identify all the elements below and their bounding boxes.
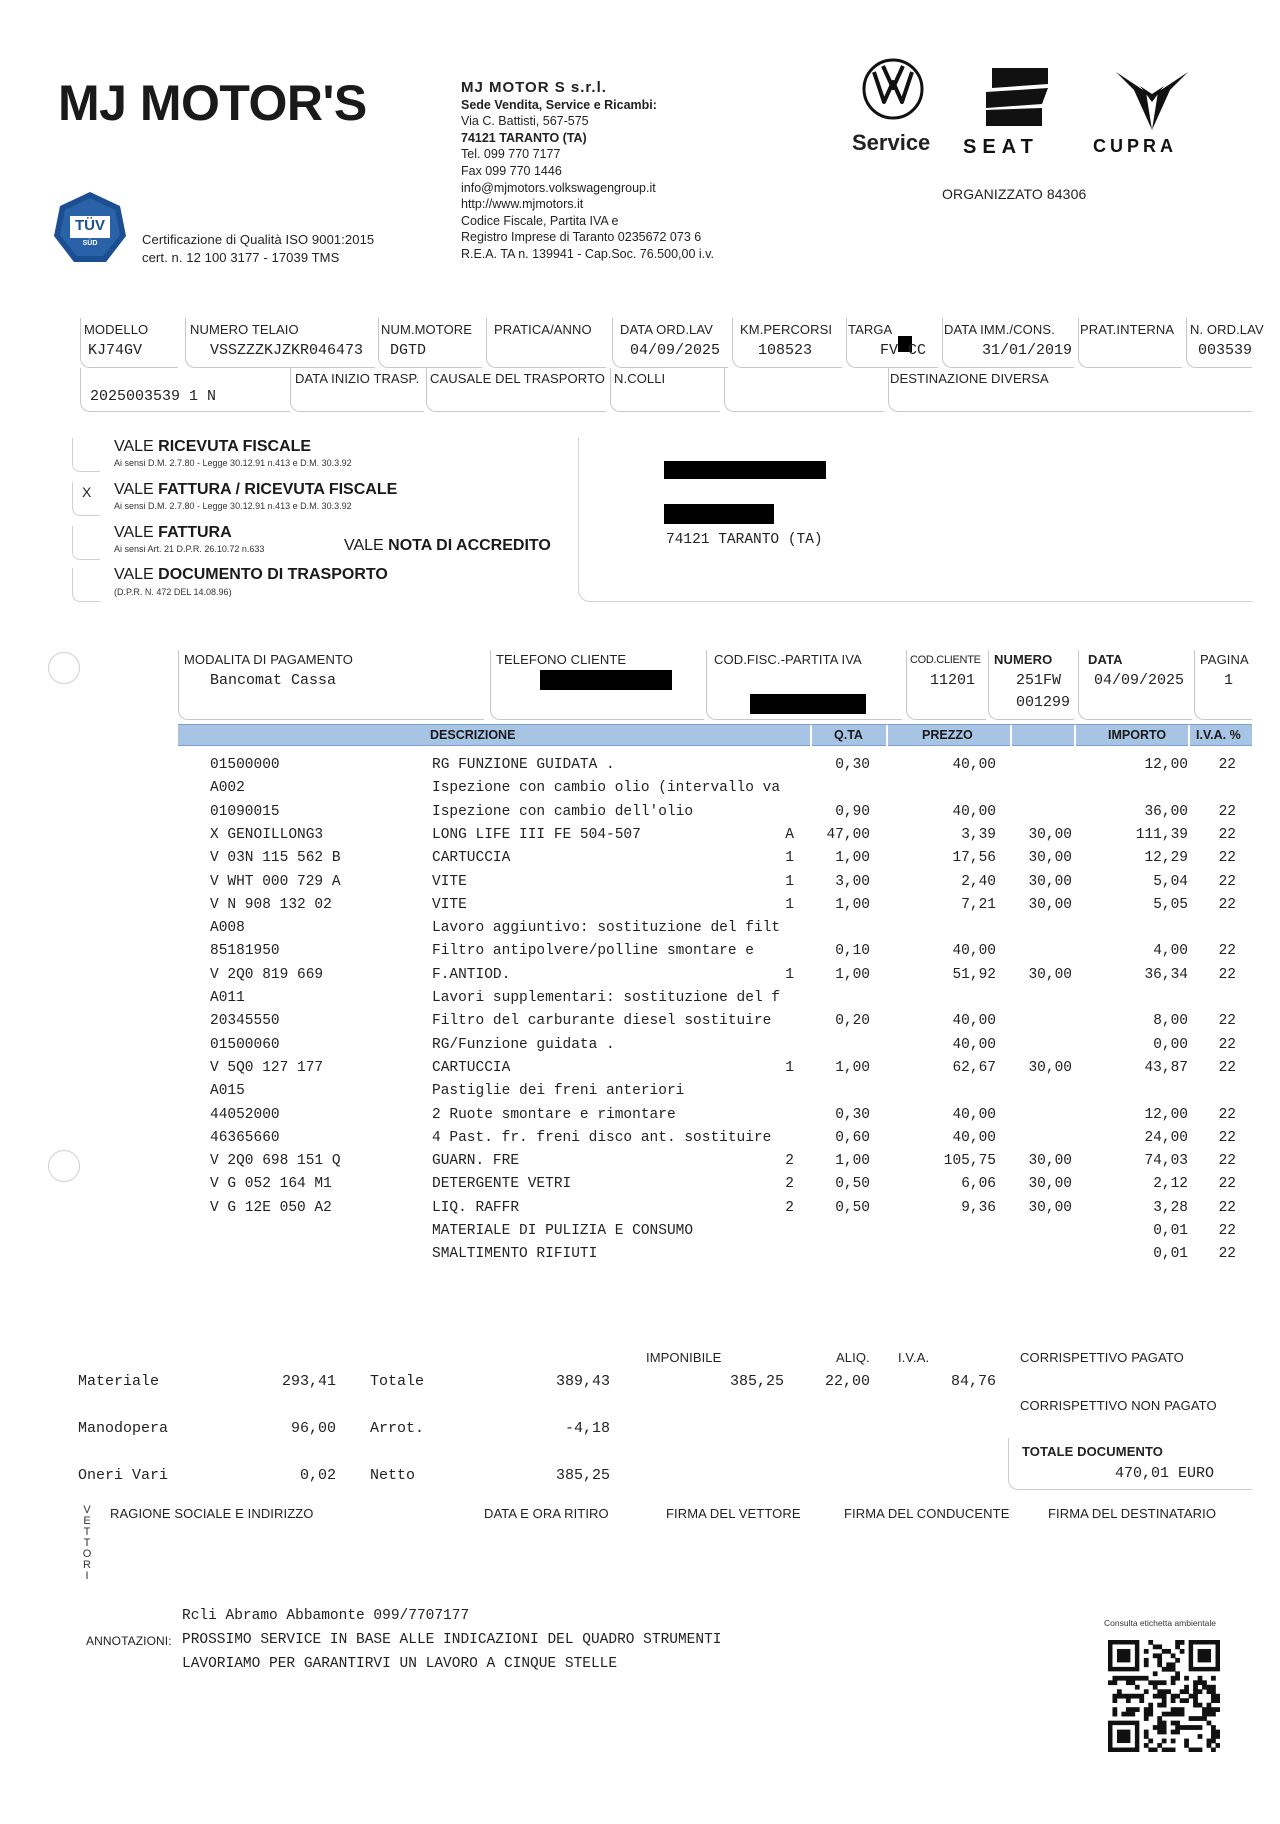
cell-flag: A: [785, 826, 794, 843]
cell-importo: 12,00: [1144, 1106, 1188, 1123]
oneri-value: 0,02: [299, 1467, 336, 1484]
motore-label: NUM.MOTORE: [381, 322, 473, 337]
cell-qta: 0,90: [835, 803, 870, 820]
cell-qta: 1,00: [835, 1153, 870, 1170]
annotazioni-line2: LAVORIAMO PER GARANTIRVI UN LAVORO A CINQUE STELLE: [182, 1656, 618, 1672]
cell-iva: 22: [1218, 1246, 1236, 1263]
cell-iva: 22: [1218, 1013, 1236, 1030]
company-line: Codice Fiscale, Partita IVA e: [461, 213, 619, 228]
materiale-value: 293,41: [281, 1373, 336, 1390]
cert-line2: cert. n. 12 100 3177 - 17039 TMS: [142, 250, 340, 265]
cell-code: V N 908 132 02: [210, 896, 332, 913]
cell-prezzo: 40,00: [952, 1129, 996, 1146]
modalita-label: MODALITA DI PAGAMENTO: [184, 652, 353, 667]
table-row: [0, 757, 1280, 780]
firma-destinatario-label: FIRMA DEL DESTINATARIO: [1048, 1506, 1217, 1521]
cell-code: 01500060: [210, 1036, 280, 1053]
causale-label: CAUSALE DEL TRASPORTO: [430, 371, 606, 386]
cod-cliente-value: 11201: [930, 672, 976, 689]
cell-qta: 0,30: [835, 757, 870, 773]
manodopera-label: Manodopera: [78, 1420, 169, 1437]
table-row: [0, 1037, 1280, 1060]
vw-logo: [862, 58, 924, 120]
table-row: [0, 874, 1280, 897]
cell-sconto: 30,00: [1028, 1153, 1072, 1170]
table-row: [0, 920, 1280, 943]
col-descrizione: DESCRIZIONE: [430, 728, 516, 742]
punch-hole: [48, 652, 80, 684]
table-row: [0, 1223, 1280, 1246]
cell-importo: 0,00: [1153, 1036, 1188, 1053]
table-row: [0, 990, 1280, 1013]
cell-description: CARTUCCIA: [432, 1059, 511, 1076]
cell-code: A008: [210, 920, 245, 937]
cell-importo: 0,01: [1153, 1223, 1188, 1239]
materiale-label: Materiale: [78, 1373, 160, 1390]
table-row: [0, 943, 1280, 966]
seat-logo: [986, 68, 1048, 126]
motore-value: DGTD: [390, 342, 427, 359]
cupra-logo: [1116, 72, 1188, 130]
table-row: [0, 1107, 1280, 1130]
cell-code: A015: [210, 1083, 245, 1100]
modello-label: MODELLO: [84, 322, 149, 337]
table-row: [0, 1013, 1280, 1036]
table-row: [0, 1200, 1280, 1223]
data-ord-label: DATA ORD.LAV: [620, 322, 713, 337]
cell-code: V 2Q0 819 669: [210, 966, 324, 983]
data-imm-value: 31/01/2019: [982, 342, 1073, 359]
data-ord-value: 04/09/2025: [630, 342, 721, 359]
cell-description: MATERIALE DI PULIZIA E CONSUMO: [432, 1223, 694, 1239]
numero-value-b: 001299: [1016, 694, 1071, 711]
col-iva: I.V.A. %: [1196, 728, 1241, 742]
cell-description: Filtro del carburante diesel sostituire: [432, 1013, 772, 1030]
cell-description: VITE: [432, 873, 467, 890]
company-line: 74121 TARANTO (TA): [461, 130, 587, 145]
cell-description: CARTUCCIA: [432, 850, 511, 867]
cell-description: F.ANTIOD.: [432, 966, 511, 983]
table-row: [0, 1130, 1280, 1153]
customer-city: 74121 TARANTO (TA): [666, 532, 823, 548]
annotazioni-label: ANNOTAZIONI:: [86, 1634, 172, 1648]
cell-prezzo: 62,67: [952, 1059, 996, 1076]
seat-label: SEAT: [963, 136, 1039, 158]
cell-importo: 24,00: [1144, 1129, 1188, 1146]
cell-importo: 5,05: [1153, 896, 1188, 913]
telefono-label: TELEFONO CLIENTE: [496, 652, 627, 667]
col-qta: Q.TA: [834, 728, 863, 742]
cell-description: 2 Ruote smontare e rimontare: [432, 1106, 676, 1123]
prat-interna-label: PRAT.INTERNA: [1080, 322, 1175, 337]
cell-prezzo: 51,92: [952, 966, 996, 983]
cod-cliente-label: COD.CLIENTE: [910, 654, 981, 666]
cell-qta: 0,50: [835, 1176, 870, 1193]
cell-prezzo: 40,00: [952, 1036, 996, 1053]
cell-iva: 22: [1218, 966, 1236, 983]
cell-flag: 1: [785, 1059, 794, 1076]
telaio-label: NUMERO TELAIO: [190, 322, 299, 337]
company-info: [461, 80, 714, 263]
cell-code: A002: [210, 780, 245, 797]
netto-label: Netto: [370, 1467, 416, 1484]
redaction-block: [540, 670, 672, 690]
cell-qta: 1,00: [835, 966, 870, 983]
cell-iva: 22: [1218, 1059, 1236, 1076]
cell-description: 4 Past. fr. freni disco ant. sostituire: [432, 1129, 772, 1146]
cell-description: Filtro antipolvere/polline smontare e: [432, 943, 754, 960]
destinazione-label: DESTINAZIONE DIVERSA: [890, 371, 1049, 386]
cell-flag: 2: [785, 1153, 794, 1170]
cell-importo: 12,29: [1144, 850, 1188, 867]
data-trasp-label: DATA INIZIO TRASP.: [295, 371, 420, 386]
cell-prezzo: 105,75: [943, 1153, 996, 1170]
cell-description: Lavoro aggiuntivo: sostituzione del filt: [432, 920, 781, 937]
doc-type-note: Ai sensi Art. 21 D.P.R. 26.10.72 n.633: [114, 544, 265, 554]
imponibile-label: IMPONIBILE: [646, 1350, 722, 1365]
km-value: 108523: [758, 342, 813, 359]
cell-importo: 5,04: [1153, 873, 1188, 890]
totale-documento-value: 470,01 EURO: [1114, 1465, 1214, 1482]
redaction-block: [664, 461, 826, 479]
cell-qta: 0,10: [835, 943, 870, 960]
arrot-value: -4,18: [564, 1420, 610, 1437]
company-line: Fax 099 770 1446: [461, 163, 562, 178]
cell-description: Ispezione con cambio dell'olio: [432, 803, 694, 820]
telaio-value: VSSZZZKJZKR046473: [210, 342, 364, 359]
cupra-label: CUPRA: [1093, 136, 1178, 156]
cell-code: 44052000: [210, 1106, 280, 1123]
company-line: Tel. 099 770 7177: [461, 147, 561, 162]
cell-iva: 22: [1218, 1199, 1236, 1216]
cell-iva: 22: [1218, 757, 1236, 773]
cell-code: A011: [210, 990, 245, 1006]
table-row: [0, 1060, 1280, 1083]
cell-description: SMALTIMENTO RIFIUTI: [432, 1246, 598, 1263]
tuv-sub: SÜD: [82, 240, 98, 247]
aliq-label: ALIQ.: [836, 1350, 870, 1365]
cell-sconto: 30,00: [1028, 896, 1072, 913]
cell-iva: 22: [1218, 1129, 1236, 1146]
company-line: Sede Vendita, Service e Ricambi:: [461, 97, 657, 112]
vettori-vertical: VETTORI: [82, 1504, 92, 1582]
corrispettivo-non-pagato: CORRISPETTIVO NON PAGATO: [1020, 1398, 1217, 1413]
cell-description: LIQ. RAFFR: [432, 1199, 520, 1216]
cell-importo: 4,00: [1153, 943, 1188, 960]
cell-iva: 22: [1218, 1106, 1236, 1123]
qr-caption: Consulta etichetta ambientale: [1104, 1618, 1216, 1628]
col-prezzo: PREZZO: [922, 728, 973, 742]
cell-iva: 22: [1218, 850, 1236, 867]
iva-label: I.V.A.: [898, 1350, 930, 1365]
manodopera-value: 96,00: [290, 1420, 336, 1437]
notes-contact: Rcli Abramo Abbamonte 099/7707177: [182, 1608, 470, 1624]
cell-code: 46365660: [210, 1129, 280, 1146]
qr-code[interactable]: [1108, 1640, 1220, 1752]
doc-type-fattura-ricevuta: VALE FATTURA / RICEVUTA FISCALE: [114, 481, 398, 498]
doc-type-ddt: VALE DOCUMENTO DI TRASPORTO: [114, 566, 388, 583]
cell-importo: 2,12: [1153, 1176, 1188, 1193]
cell-code: V 03N 115 562 B: [210, 850, 341, 867]
cell-importo: 36,00: [1144, 803, 1188, 820]
table-header: [178, 724, 1252, 746]
aliq-value: 22,00: [824, 1373, 870, 1390]
organizzato: ORGANIZZATO 84306: [942, 186, 1087, 202]
cell-sconto: 30,00: [1028, 966, 1072, 983]
cell-flag: 2: [785, 1176, 794, 1193]
pagina-label: PAGINA: [1200, 652, 1249, 667]
cell-iva: 22: [1218, 896, 1236, 913]
cell-sconto: 30,00: [1028, 826, 1072, 843]
cell-description: VITE: [432, 896, 467, 913]
cf-label: COD.FISC.-PARTITA IVA: [714, 652, 862, 667]
cell-prezzo: 40,00: [952, 1013, 996, 1030]
numero-value-a: 251FW: [1016, 672, 1062, 689]
tuv-logo: [52, 190, 128, 266]
cell-iva: 22: [1218, 1176, 1236, 1193]
cell-iva: 22: [1218, 1036, 1236, 1053]
company-website: http://www.mjmotors.it: [461, 197, 584, 212]
cell-flag: 1: [785, 966, 794, 983]
oneri-label: Oneri Vari: [78, 1467, 169, 1484]
table-row: [0, 780, 1280, 803]
cell-importo: 74,03: [1144, 1153, 1188, 1170]
pratica-label: PRATICA/ANNO: [494, 322, 592, 337]
cell-qta: 0,30: [835, 1106, 870, 1123]
cell-prezzo: 40,00: [952, 943, 996, 960]
cell-importo: 8,00: [1153, 1013, 1188, 1030]
cell-prezzo: 40,00: [952, 803, 996, 820]
cell-iva: 22: [1218, 1223, 1236, 1239]
cell-sconto: 30,00: [1028, 850, 1072, 867]
checkbox-ddt: [72, 568, 100, 602]
cell-flag: 1: [785, 896, 794, 913]
cell-description: Lavori supplementari: sostituzione del f: [432, 990, 781, 1006]
cell-importo: 3,28: [1153, 1199, 1188, 1216]
table-row: [0, 1083, 1280, 1106]
cell-qta: 47,00: [826, 826, 870, 843]
ragione-sociale-label: RAGIONE SOCIALE E INDIRIZZO: [110, 1506, 314, 1521]
cell-iva: 22: [1218, 943, 1236, 960]
table-row: [0, 1246, 1280, 1269]
corrispettivo-pagato: CORRISPETTIVO PAGATO: [1020, 1350, 1184, 1365]
cell-prezzo: 7,21: [961, 896, 996, 913]
cell-importo: 12,00: [1144, 757, 1188, 773]
doc-type-fattura: VALE FATTURA: [114, 524, 232, 541]
cell-description: GUARN. FRE: [432, 1153, 520, 1170]
table-row: [0, 850, 1280, 873]
cell-code: V G 052 164 M1: [210, 1176, 332, 1193]
numero-label: NUMERO: [994, 652, 1053, 667]
cell-description: LONG LIFE III FE 504-507: [432, 826, 641, 843]
company-line: Registro Imprese di Taranto 0235672 073 6: [461, 230, 702, 245]
table-row: [0, 1176, 1280, 1199]
cell-prezzo: 40,00: [952, 1106, 996, 1123]
netto-value: 385,25: [555, 1467, 610, 1484]
cell-prezzo: 9,36: [961, 1199, 996, 1216]
cell-prezzo: 3,39: [961, 826, 996, 843]
cell-description: RG/Funzione guidata .: [432, 1036, 615, 1053]
cell-code: V WHT 000 729 A: [210, 873, 341, 890]
cell-qta: 1,00: [835, 850, 870, 867]
doc-type-note: Ai sensi D.M. 2.7.80 - Legge 30.12.91 n.413 e D.M. 30.3.92: [114, 501, 352, 511]
table-row: [0, 827, 1280, 850]
cell-description: RG FUNZIONE GUIDATA .: [432, 757, 615, 773]
cell-qta: 1,00: [835, 1059, 870, 1076]
cell-sconto: 30,00: [1028, 1199, 1072, 1216]
data-ritiro-label: DATA E ORA RITIRO: [484, 1506, 609, 1521]
data-imm-label: DATA IMM./CONS.: [944, 322, 1055, 337]
cell-description: Pastiglie dei freni anteriori: [432, 1083, 685, 1100]
redaction-block: [750, 694, 866, 714]
n-ord-label: N. ORD.LAV: [1190, 322, 1264, 337]
cell-importo: 36,34: [1144, 966, 1188, 983]
doc-type-ricevuta: VALE RICEVUTA FISCALE: [114, 438, 312, 455]
totale-label: Totale: [370, 1373, 425, 1390]
data-label: DATA: [1088, 652, 1123, 667]
firma-conducente-label: FIRMA DEL CONDUCENTE: [844, 1506, 1010, 1521]
cell-iva: 22: [1218, 803, 1236, 820]
table-row: [0, 804, 1280, 827]
cell-code: 01090015: [210, 803, 280, 820]
cell-qta: 1,00: [835, 896, 870, 913]
cell-qta: 0,20: [835, 1013, 870, 1030]
data-value: 04/09/2025: [1094, 672, 1185, 689]
firma-vettore-label: FIRMA DEL VETTORE: [666, 1506, 801, 1521]
cell-prezzo: 40,00: [952, 757, 996, 773]
cell-qta: 0,60: [835, 1129, 870, 1146]
cell-importo: 43,87: [1144, 1059, 1188, 1076]
cell-importo: 111,39: [1135, 826, 1188, 843]
vw-service-label: Service: [852, 130, 931, 155]
cell-iva: 22: [1218, 873, 1236, 890]
cell-qta: 0,50: [835, 1199, 870, 1216]
cell-importo: 0,01: [1153, 1246, 1188, 1263]
company-line: R.E.A. TA n. 139941 - Cap.Soc. 76.500,00 i.v.: [461, 246, 714, 261]
arrot-label: Arrot.: [370, 1420, 425, 1437]
targa-value-suffix: CC: [908, 342, 927, 359]
tuv-text: TÜV: [75, 217, 105, 234]
cell-code: 85181950: [210, 943, 280, 960]
n-ord-value: 003539: [1198, 342, 1253, 359]
checkbox-ricevuta: [72, 438, 100, 472]
cell-code: V 2Q0 698 151 Q: [210, 1153, 341, 1170]
cell-flag: 1: [785, 873, 794, 890]
modello-value: KJ74GV: [88, 342, 143, 359]
totale-documento-label: TOTALE DOCUMENTO: [1022, 1444, 1163, 1459]
doc-type-nota-credito: VALE NOTA DI ACCREDITO: [344, 537, 551, 554]
cell-flag: 2: [785, 1199, 794, 1216]
table-row: [0, 1153, 1280, 1176]
imponibile-value: 385,25: [729, 1373, 784, 1390]
cell-iva: 22: [1218, 826, 1236, 843]
cell-iva: 22: [1218, 1153, 1236, 1170]
doc-type-note: (D.P.R. N. 472 DEL 14.08.96): [114, 587, 232, 597]
modalita-value: Bancomat Cassa: [210, 672, 337, 689]
cell-prezzo: 2,40: [961, 873, 996, 890]
colli-label: N.COLLI: [614, 371, 666, 386]
col-importo: IMPORTO: [1108, 728, 1167, 742]
cell-flag: 1: [785, 850, 794, 867]
checkbox-fattura: [72, 526, 100, 560]
doc-code: 2025003539 1 N: [90, 388, 217, 405]
company-line: Via C. Battisti, 567-575: [461, 114, 589, 129]
table-row: [0, 967, 1280, 990]
cert-line1: Certificazione di Qualità ISO 9001:2015: [142, 232, 375, 247]
cell-sconto: 30,00: [1028, 1176, 1072, 1193]
cell-prezzo: 6,06: [961, 1176, 996, 1193]
pagina-value: 1: [1224, 672, 1234, 689]
targa-value-prefix: FV: [880, 342, 899, 359]
company-name: MJ MOTOR S s.r.l.: [461, 79, 607, 96]
cell-prezzo: 17,56: [952, 850, 996, 867]
iva-value: 84,76: [950, 1373, 996, 1390]
cell-sconto: 30,00: [1028, 873, 1072, 890]
brand-title: MJ MOTOR'S: [58, 75, 367, 131]
cell-description: DETERGENTE VETRI: [432, 1176, 572, 1193]
cell-code: X GENOILLONG3: [210, 826, 324, 843]
selected-mark: X: [82, 484, 92, 500]
cell-sconto: 30,00: [1028, 1059, 1072, 1076]
cell-code: V 5Q0 127 177: [210, 1059, 324, 1076]
redaction-block: [664, 504, 774, 524]
cell-code: V G 12E 050 A2: [210, 1199, 332, 1216]
company-email: info@mjmotors.volkswagengroup.it: [461, 180, 656, 195]
cell-code: 01500000: [210, 757, 280, 773]
table-row: [0, 897, 1280, 920]
targa-label: TARGA: [848, 322, 893, 337]
annotazioni-line1: PROSSIMO SERVICE IN BASE ALLE INDICAZIONI DEL QUADRO STRUMENTI: [182, 1632, 722, 1648]
km-label: KM.PERCORSI: [740, 322, 833, 337]
totale-value: 389,43: [555, 1373, 610, 1390]
doc-type-note: Ai sensi D.M. 2.7.80 - Legge 30.12.91 n.413 e D.M. 30.3.92: [114, 458, 352, 468]
cell-qta: 3,00: [835, 873, 870, 890]
cell-code: 20345550: [210, 1013, 280, 1030]
cell-description: Ispezione con cambio olio (intervallo va: [432, 780, 781, 797]
